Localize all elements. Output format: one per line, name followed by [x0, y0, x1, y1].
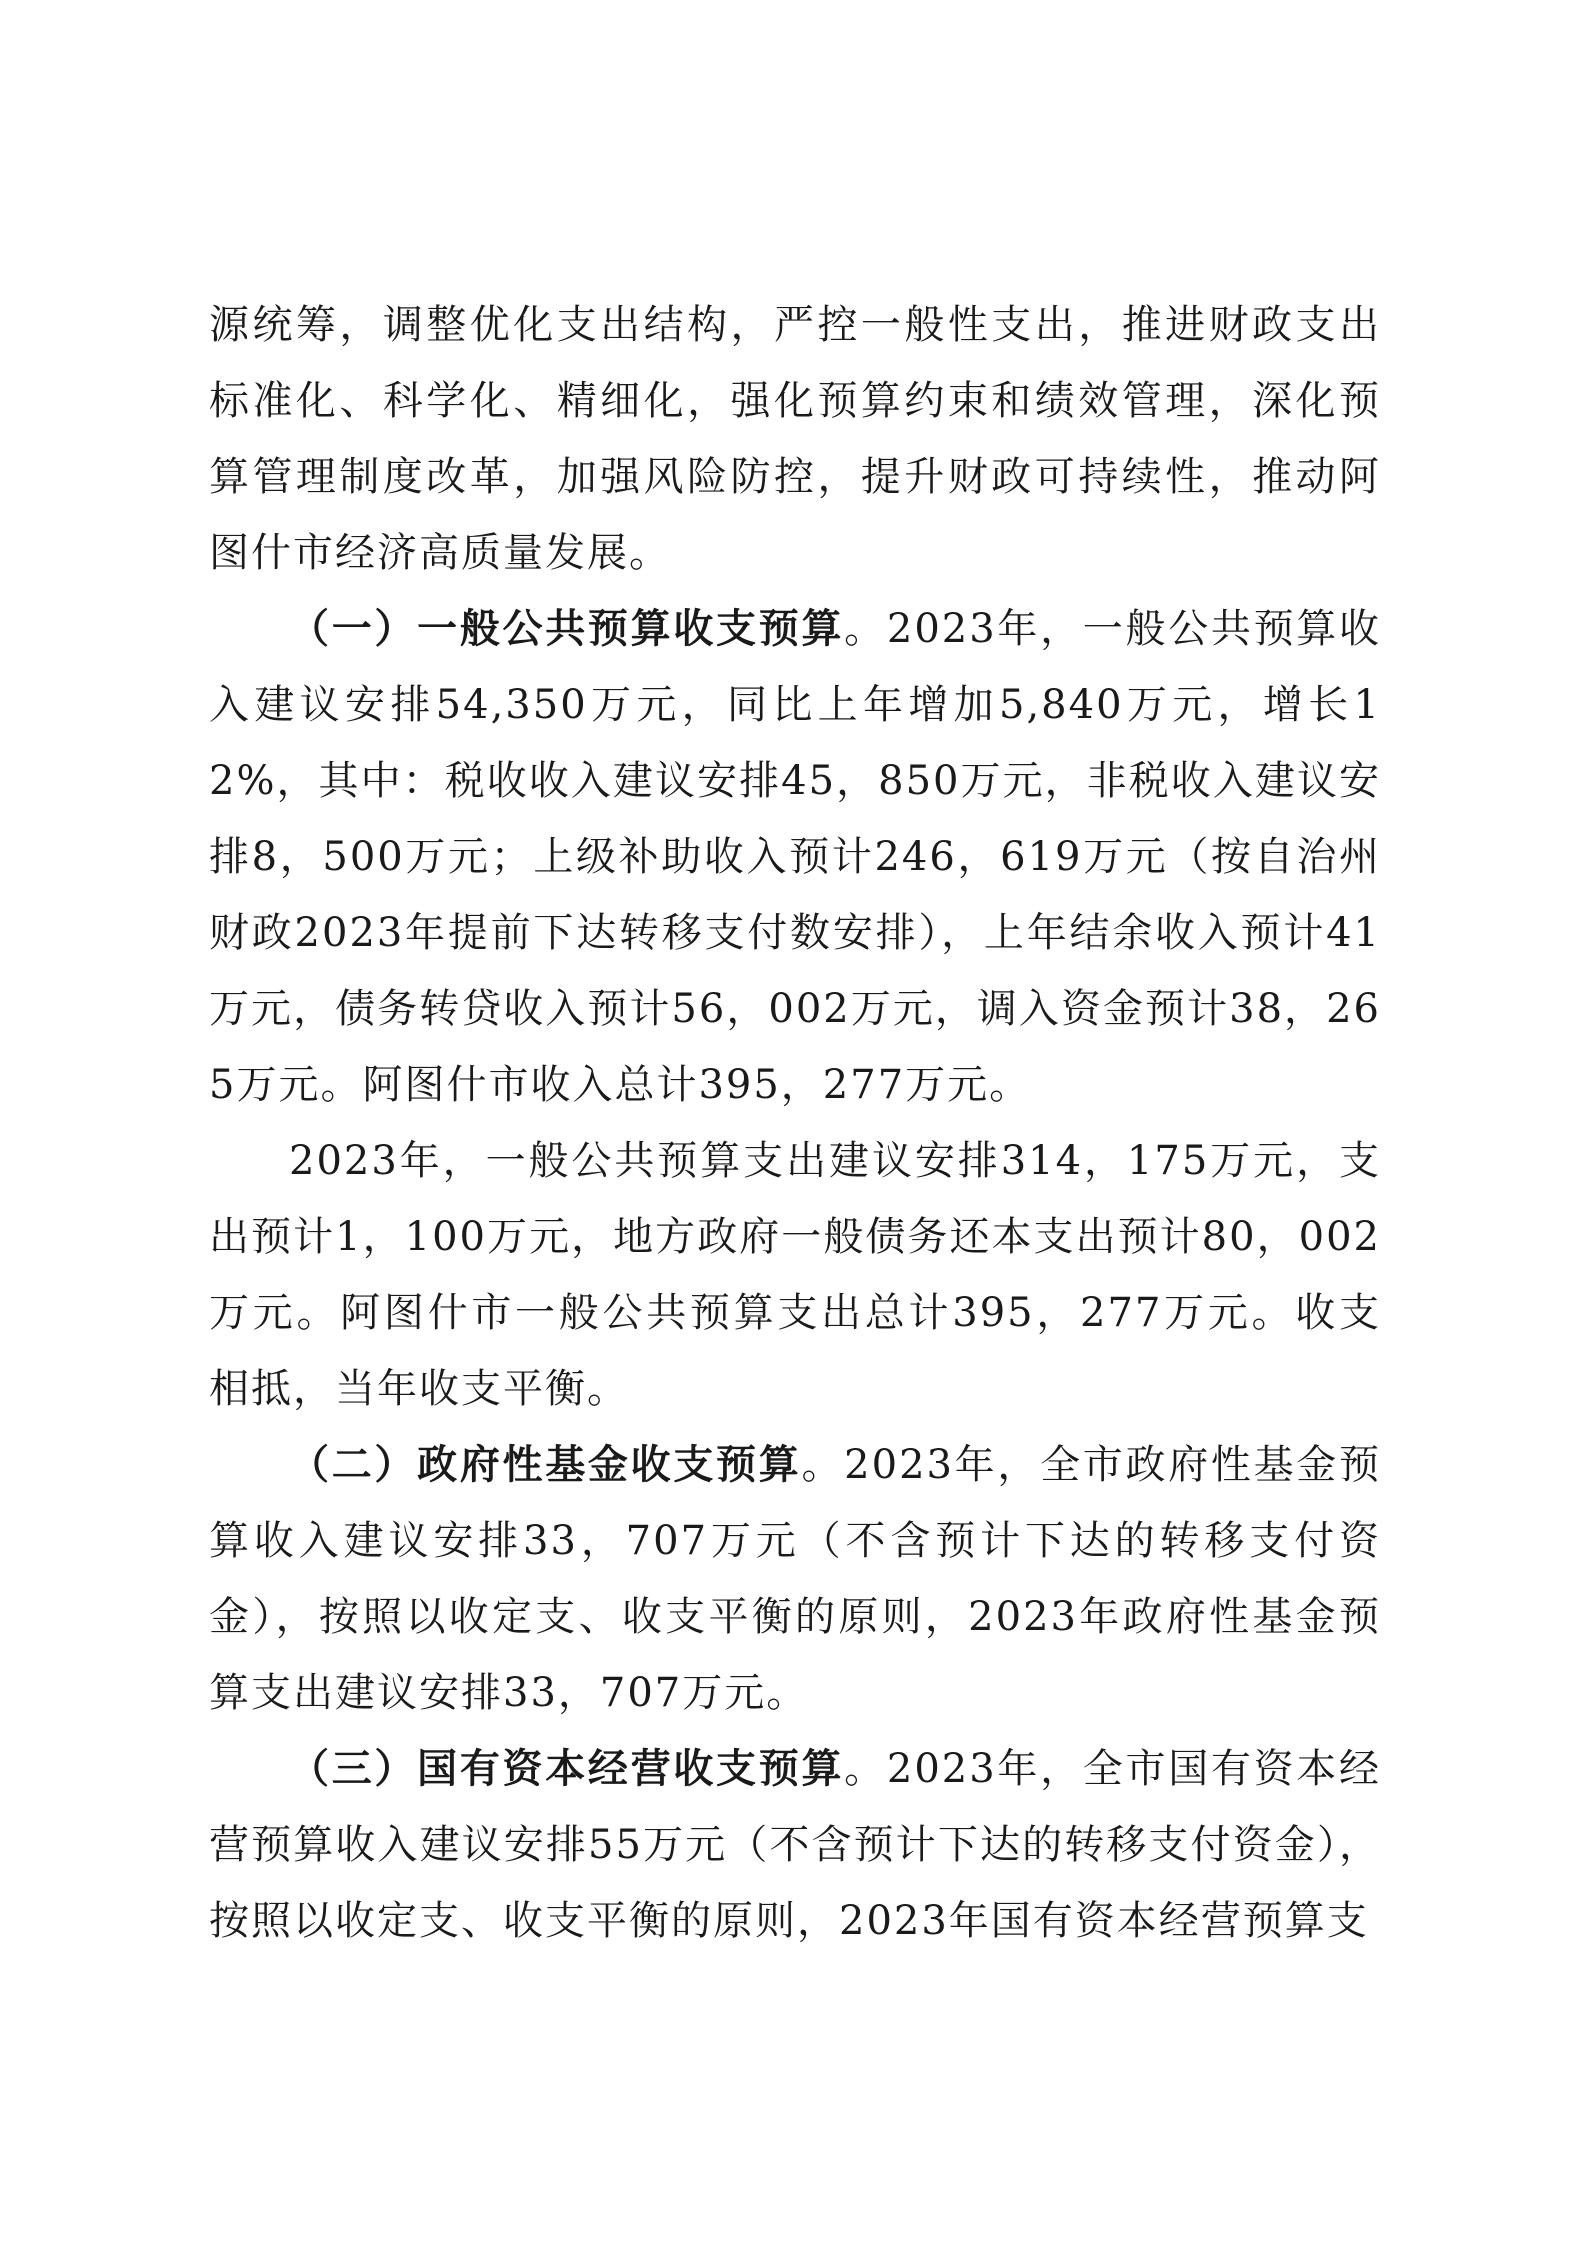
paragraph-text: 源统筹，调整优化支出结构，严控一般性支出，推进财政支出标准化、科学化、精细化，强化预算约束和绩效管理，深化预算管理制度改革，加强风险防控，提升财政可持续性，推动阿图什市经济高质量发展。 — [209, 302, 1381, 576]
paragraph-state-capital — [209, 1731, 1381, 1959]
paragraph-text: 。2023年，一般公共预算收入建议安排54,350万元，同比上年增加5,840万元，增长12%，其中：税收收入建议安排45，850万元，非税收入建议安排8，500万元；上级补助收入预计246，619万元（按自治州财政2023年提前下达转移支付数安排），上年结余收入预计41万元，债务转贷收入预计56，002万元，调入资金预计38，265万元。阿图什市收入总计395，277万元。 — [209, 606, 1382, 1108]
paragraph-general-expenditure — [209, 1123, 1381, 1427]
section-heading-government-fund: （二）政府性基金收支预算 — [289, 1441, 802, 1488]
paragraph-government-fund — [209, 1427, 1381, 1731]
paragraph-continuation — [209, 287, 1381, 591]
paragraph-text: 2023年，一般公共预算支出建议安排314，175万元，支出预计1，100万元，地方政府一般债务还本支出预计80，002万元。阿图什市一般公共预算支出总计395，277万元。收支相抵，当年收支平衡。 — [209, 1138, 1381, 1412]
section-heading-state-capital: （三）国有资本经营收支预算 — [289, 1745, 845, 1792]
paragraph-text: 。2023年，全市国有资本经营预算收入建议安排55万元（不含预计下达的转移支付资金），按照以收定支、收支平衡的原则，2023年国有资本经营预算支 — [209, 1746, 1382, 1944]
paragraph-general-budget — [209, 591, 1381, 1123]
paragraph-text: 。2023年，全市政府性基金预算收入建议安排33，707万元（不含预计下达的转移支付资金），按照以收定支、收支平衡的原则，2023年政府性基金预算支出建议安排33，707万元。 — [209, 1442, 1382, 1716]
document-body — [209, 287, 1381, 1959]
section-heading-general-budget: （一）一般公共预算收支预算 — [289, 605, 845, 652]
